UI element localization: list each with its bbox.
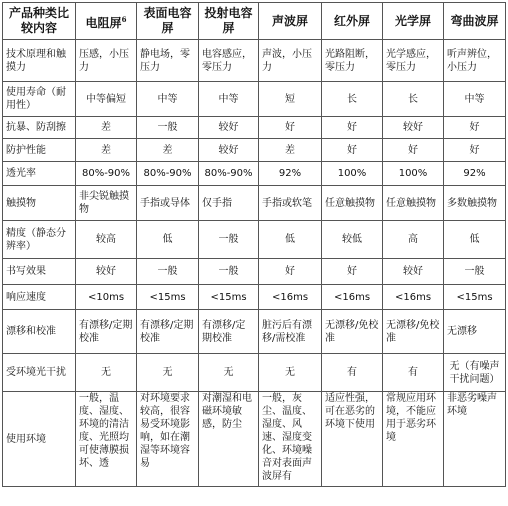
table-cell: 中等 [444,82,506,117]
table-row [3,117,506,139]
table-row [3,285,506,310]
table-cell: 手指或导体 [137,186,199,221]
col-header-acoustic: 声波屏 [259,3,322,40]
table-cell: 对环境要求较高，很容易受环境影响，如在潮湿等环境容易 [137,392,199,487]
table-cell: 一般 [137,117,199,139]
table-cell: 一般，灰尘、温度、湿度、风速、湿度变化、环境噪音对表面声波屏有 [259,392,322,487]
row-label: 书写效果 [3,259,76,285]
table-cell: 100% [383,162,444,186]
table-cell: 一般 [199,259,259,285]
table-cell: 好 [322,117,383,139]
row-label: 使用环境 [3,392,76,487]
table-cell: 对潮湿和电磁环境敏感，防尘 [199,392,259,487]
header-row [3,3,506,40]
table-cell: 较低 [322,221,383,259]
row-label: 响应速度 [3,285,76,310]
table-cell: 长 [383,82,444,117]
table-cell: 差 [76,117,137,139]
table-cell: 无（有噪声干扰问题） [444,354,506,392]
table-cell: 一般 [199,221,259,259]
comparison-table [2,2,506,487]
table-cell: 低 [444,221,506,259]
table-cell: 非恶劣噪声环境 [444,392,506,487]
table-cell: 脏污后有漂移/需校准 [259,310,322,354]
table-cell: 好 [444,117,506,139]
table-cell: 无漂移 [444,310,506,354]
col-header-bending-wave: 弯曲波屏 [444,3,506,40]
table-cell: <16ms [322,285,383,310]
row-label: 使用寿命（耐用性） [3,82,76,117]
table-cell: 静电场，零压力 [137,40,199,82]
row-label: 抗暴、防刮擦 [3,117,76,139]
table-cell: 高 [383,221,444,259]
table-cell: 好 [259,259,322,285]
col-header-projected-capacitive: 投射电容屏 [199,3,259,40]
footnote-marker: 6 [121,14,127,24]
table-cell: 多数触摸物 [444,186,506,221]
table-cell: 92% [259,162,322,186]
table-cell: 中等 [137,82,199,117]
table-cell: 有 [383,354,444,392]
table-cell: 压感，小压力 [76,40,137,82]
table-cell: 好 [322,259,383,285]
table-row [3,259,506,285]
table-cell: 好 [259,117,322,139]
table-cell: 较好 [383,259,444,285]
table-cell: 无 [259,354,322,392]
table-cell: 中等偏短 [76,82,137,117]
table-cell: 光路阻断，零压力 [322,40,383,82]
row-label: 防护性能 [3,139,76,162]
table-cell: 听声辨位，小压力 [444,40,506,82]
table-cell: 80%-90% [137,162,199,186]
table-cell: 好 [383,139,444,162]
table-row [3,310,506,354]
table-body [3,40,506,487]
table-row [3,392,506,487]
table-cell: 声波，小压力 [259,40,322,82]
table-cell: <15ms [444,285,506,310]
table-row [3,162,506,186]
table-cell: <16ms [383,285,444,310]
table-cell: 一般 [444,259,506,285]
table-cell: 80%-90% [76,162,137,186]
table-cell: 低 [259,221,322,259]
table-cell: 100% [322,162,383,186]
row-label: 触摸物 [3,186,76,221]
table-cell: 无漂移/免校准 [383,310,444,354]
table-row [3,40,506,82]
table-cell: <16ms [259,285,322,310]
col-header-infrared: 红外屏 [322,3,383,40]
table-cell: 差 [137,139,199,162]
table-cell: 较好 [199,139,259,162]
table-cell: 差 [259,139,322,162]
table-cell: 短 [259,82,322,117]
row-label: 精度（静态分辨率） [3,221,76,259]
table-cell: 有漂移/定期校准 [76,310,137,354]
row-label: 透光率 [3,162,76,186]
table-row [3,186,506,221]
corner-header: 产品种类比较内容 [3,3,76,40]
table-cell: 好 [444,139,506,162]
row-label: 漂移和校准 [3,310,76,354]
table-cell: 低 [137,221,199,259]
table-cell: 无 [199,354,259,392]
table-cell: 好 [322,139,383,162]
table-cell: <10ms [76,285,137,310]
table-cell: 适应性强，可在恶劣的环境下使用 [322,392,383,487]
table-cell: 较好 [76,259,137,285]
table-cell: <15ms [199,285,259,310]
table-cell: 有漂移/定期校准 [137,310,199,354]
table-cell: 差 [76,139,137,162]
table-cell: 长 [322,82,383,117]
col-header-optical: 光学屏 [383,3,444,40]
table-cell: 仅手指 [199,186,259,221]
table-row [3,354,506,392]
table-cell: 较好 [199,117,259,139]
row-label: 技术原理和触摸力 [3,40,76,82]
table-cell: 92% [444,162,506,186]
table-cell: 中等 [199,82,259,117]
table-cell: <15ms [137,285,199,310]
table-cell: 有漂移/定期校准 [199,310,259,354]
table-cell: 光学感应，零压力 [383,40,444,82]
table-cell: 较高 [76,221,137,259]
table-cell: 一般，温度、湿度、环境的清洁度、光照均可使薄膜损坏、透 [76,392,137,487]
table-cell: 任意触摸物 [322,186,383,221]
table-cell: 常规应用环境，不能应用于恶劣环境 [383,392,444,487]
table-cell: 手指或软笔 [259,186,322,221]
table-cell: 无 [76,354,137,392]
table-cell: 任意触摸物 [383,186,444,221]
table-cell: 电容感应，零压力 [199,40,259,82]
table-cell: 80%-90% [199,162,259,186]
table-cell: 非尖锐触摸物 [76,186,137,221]
col-header-resistive [76,3,137,40]
col-header-name: 电阻屏 [85,15,122,30]
col-header-surface-capacitive: 表面电容屏 [137,3,199,40]
table-cell: 较好 [383,117,444,139]
table-row [3,82,506,117]
table-cell: 一般 [137,259,199,285]
table-cell: 无漂移/免校准 [322,310,383,354]
table-cell: 有 [322,354,383,392]
table-cell: 无 [137,354,199,392]
table-row [3,221,506,259]
row-label: 受环境光干扰 [3,354,76,392]
table-row [3,139,506,162]
